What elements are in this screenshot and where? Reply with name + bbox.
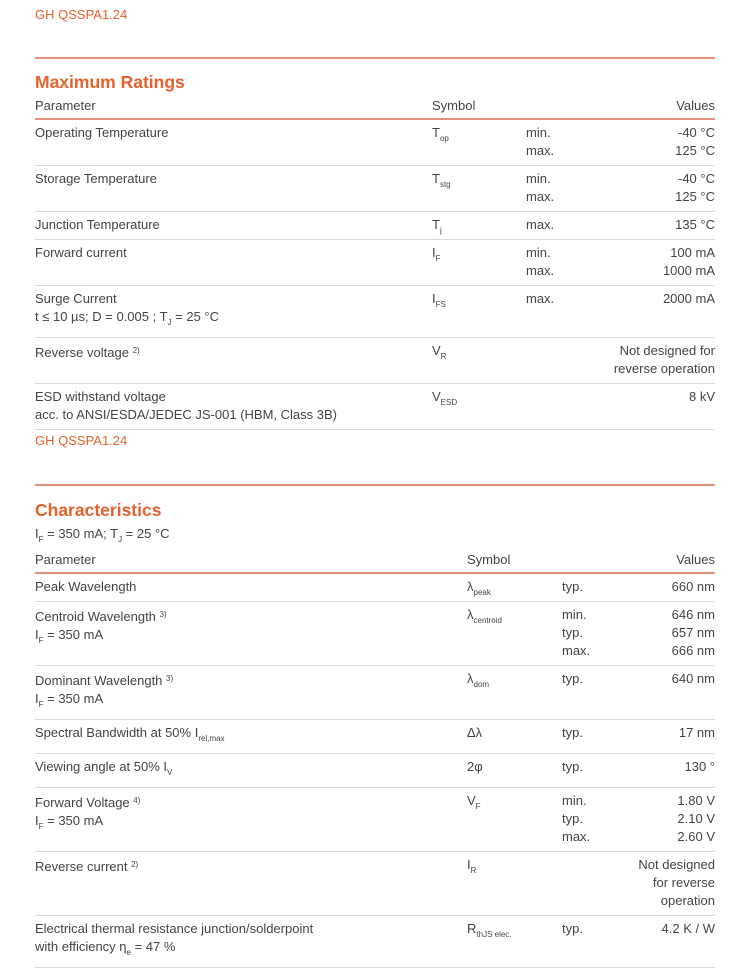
section-title-max-ratings: Maximum Ratings: [35, 72, 185, 92]
value-cell: 640 nm: [671, 671, 715, 686]
symbol-cell: $\lambda_{dom}$: [467, 671, 490, 689]
table-row: [35, 602, 715, 666]
qualifier-cell: typ.: [562, 579, 583, 594]
qualifier-cell: typ.: [562, 759, 583, 774]
table-row: [35, 916, 715, 968]
value-cell: 100 mA 1000 mA: [662, 245, 715, 278]
table-row: [35, 574, 715, 602]
value-cell: 4.2 K / W: [661, 921, 715, 936]
value-cell: 660 nm: [671, 579, 715, 594]
qualifier-cell: typ.: [562, 671, 583, 686]
doc-id: GH QSSPA1.24: [35, 433, 128, 448]
table-row: [35, 720, 715, 754]
parameter-cell: ESD withstand voltage acc. to ANSI/ESDA/JEDEC JS-001 (HBM, Class 3B): [35, 389, 337, 422]
section-title-characteristics: Characteristics: [35, 500, 162, 520]
table-row: [35, 120, 715, 166]
qualifier-cell: min. max.: [526, 245, 555, 278]
table-row: [35, 754, 715, 788]
value-cell: Not designed for reverse operation: [638, 857, 715, 908]
value-cell: Not designed for reverse operation: [613, 343, 715, 376]
parameter-cell: Operating Temperature: [35, 125, 169, 140]
parameter-cell: Spectral Bandwidth at 50% $I_{rel,max}$: [35, 725, 225, 743]
qualifier-cell: min. typ. max.: [562, 607, 591, 658]
header-values: Values: [676, 552, 715, 567]
parameter-cell: Centroid Wavelength $^{3)}$ $I_F = 350$ mA: [35, 609, 167, 645]
table-row: [35, 166, 715, 212]
doc-id: GH QSSPA1.24: [35, 7, 128, 22]
table-header: [35, 552, 715, 574]
symbol-cell: $T_{stg}$: [432, 171, 451, 189]
section-rule: [35, 57, 715, 59]
parameter-cell: Dominant Wavelength $^{3)}$ $I_F = 350$ mA: [35, 673, 174, 709]
qualifier-cell: typ.: [562, 725, 583, 740]
test-condition: $I_F = 350$ mA; $T_J = 25$ °C: [35, 526, 170, 544]
table-row: [35, 240, 715, 286]
parameter-cell: Peak Wavelength: [35, 579, 137, 594]
value-cell: 135 °C: [675, 217, 715, 232]
header-symbol: Symbol: [467, 552, 511, 567]
characteristics-table: [35, 552, 715, 968]
value-cell: 130 °: [684, 759, 715, 774]
table-row: [35, 852, 715, 916]
max-ratings-table: [35, 98, 715, 430]
value-cell: -40 °C 125 °C: [675, 171, 715, 204]
value-cell: 646 nm 657 nm 666 nm: [671, 607, 715, 658]
value-cell: 2000 mA: [662, 291, 715, 306]
table-row: [35, 666, 715, 720]
section-rule: [35, 484, 715, 486]
symbol-cell: $T_j$: [432, 217, 442, 235]
parameter-cell: Viewing angle at 50% $I_V$: [35, 759, 173, 777]
header-parameter: Parameter: [35, 98, 96, 113]
qualifier-cell: max.: [526, 291, 555, 306]
symbol-cell: $R_{thJS elec.}$: [467, 921, 512, 939]
symbol-cell: 2φ: [467, 759, 483, 774]
table-row: [35, 384, 715, 430]
value-cell: -40 °C 125 °C: [675, 125, 715, 158]
header-parameter: Parameter: [35, 552, 96, 567]
parameter-cell: Reverse current $^{2)}$: [35, 859, 139, 874]
symbol-cell: $I_F$: [432, 245, 441, 263]
symbol-cell: $V_F$: [467, 793, 481, 811]
qualifier-cell: max.: [526, 217, 555, 232]
header-values: Values: [676, 98, 715, 113]
table-header: [35, 98, 715, 120]
value-cell: 1.80 V 2.10 V 2.60 V: [677, 793, 715, 844]
value-cell: 17 nm: [678, 725, 715, 740]
table-row: [35, 788, 715, 852]
parameter-cell: Forward Voltage $^{4)}$ $I_F = 350$ mA: [35, 795, 141, 831]
table-row: [35, 286, 715, 338]
symbol-cell: $I_{FS}$: [432, 291, 446, 309]
qualifier-cell: min. max.: [526, 171, 555, 204]
symbol-cell: $V_R$: [432, 343, 447, 361]
parameter-cell: Electrical thermal resistance junction/solderpoint with efficiency $\eta_e = 47$ %: [35, 921, 314, 957]
qualifier-cell: min. max.: [526, 125, 555, 158]
symbol-cell: $I_R$: [467, 857, 477, 875]
table-row: [35, 338, 715, 384]
value-cell: 8 kV: [688, 389, 715, 404]
table-row: [35, 212, 715, 240]
parameter-cell: Surge Current t ≤ 10 µs; D = 0.005 ; $T_J = 25$ °C: [35, 291, 220, 327]
symbol-cell: $T_{op}$: [432, 125, 449, 143]
header-symbol: Symbol: [432, 98, 476, 113]
parameter-cell: Reverse voltage $^{2)}$: [35, 345, 140, 360]
symbol-cell: $\lambda_{peak}$: [467, 579, 491, 597]
qualifier-cell: min. typ. max.: [562, 793, 591, 844]
parameter-cell: Storage Temperature: [35, 171, 157, 186]
parameter-cell: Forward current: [35, 245, 127, 260]
symbol-cell: $\lambda_{centroid}$: [467, 607, 502, 625]
symbol-cell: Δλ: [467, 725, 483, 740]
qualifier-cell: typ.: [562, 921, 583, 936]
symbol-cell: $V_{ESD}$: [432, 389, 458, 407]
parameter-cell: Junction Temperature: [35, 217, 160, 232]
